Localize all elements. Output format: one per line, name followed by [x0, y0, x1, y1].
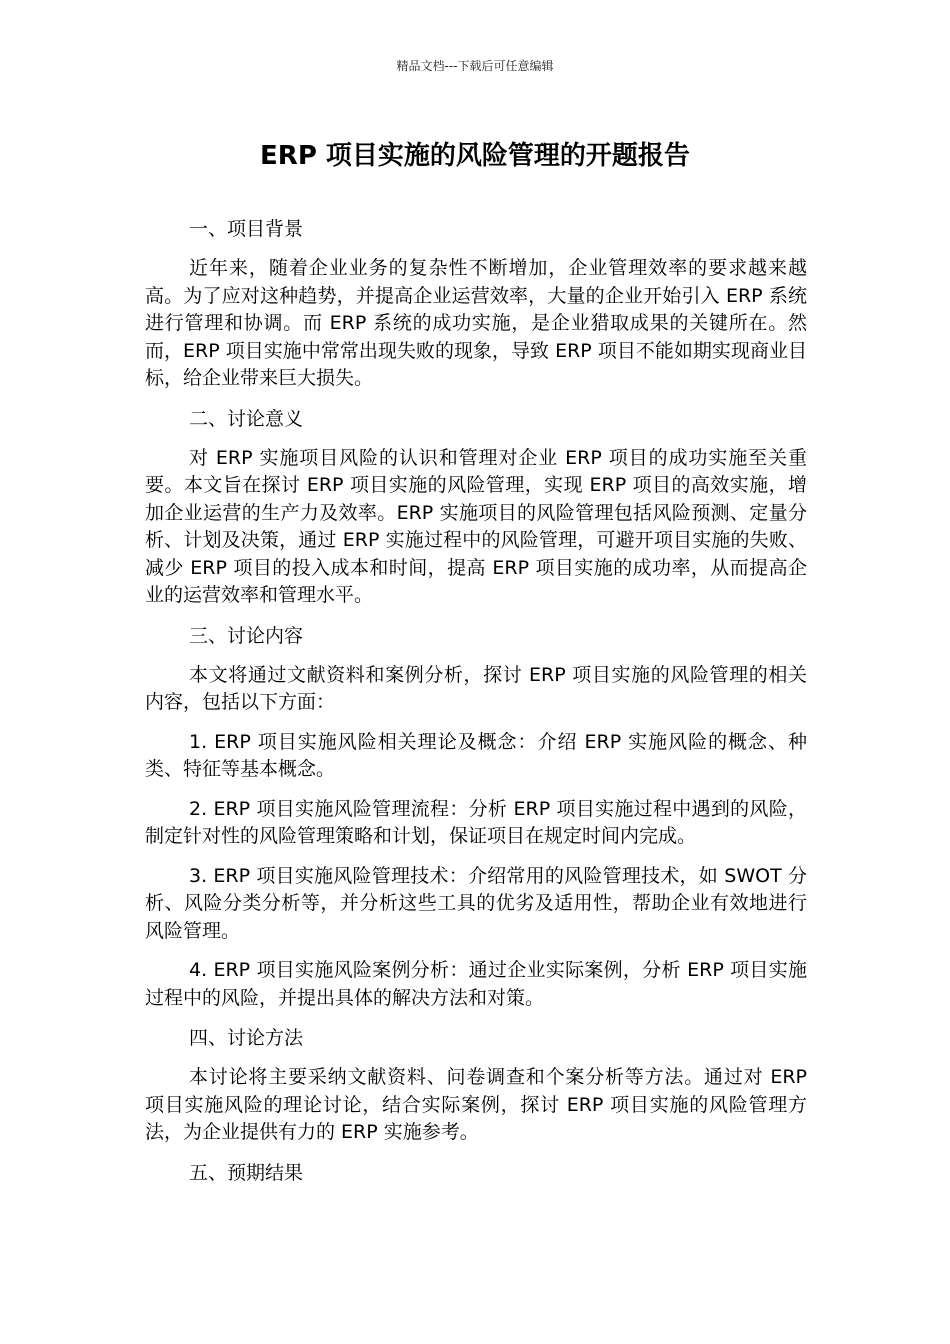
list-item-techniques: 3. ERP 项目实施风险管理技术：介绍常用的风险管理技术，如 SWOT 分析、风险分类分析等，并分析这些工具的优劣及适用性，帮助企业有效地进行风险管理。 [145, 864, 807, 942]
section-heading-methods: 四、讨论方法 [189, 1027, 304, 1049]
section-heading-expected-results: 五、预期结果 [189, 1161, 304, 1184]
section-heading-background: 一、项目背景 [189, 218, 304, 240]
list-item-theory: 1. ERP 项目实施风险相关理论及概念：介绍 ERP 实施风险的概念、种类、特征等基本概念。 [145, 730, 807, 780]
section-heading-content: 三、讨论内容 [189, 624, 304, 647]
section-heading-significance: 二、讨论意义 [189, 407, 304, 430]
list-item-case-analysis: 4. ERP 项目实施风险案例分析：通过企业实际案例，分析 ERP 项目实施过程中的风险，并提出具体的解决方法和对策。 [145, 959, 807, 1009]
list-item-process: 2. ERP 项目实施风险管理流程：分析 ERP 项目实施过程中遇到的风险，制定针对性的风险管理策略和计划，保证项目在规定时间内完成。 [145, 797, 807, 847]
document-title: ERP 项目实施的风险管理的开题报告 [260, 141, 690, 171]
paragraph-significance: 对 ERP 实施项目风险的认识和管理对企业 ERP 项目的成功实施至关重要。本文旨在探讨 ERP 项目实施的风险管理，实现 ERP 项目的高效实施，增加企业运营的生产力及效率。ERP 实施项目的风险管理包括风险预测、定量分析、计划及决策，通过 ERP 实施过程中的风险管理，可避开项目实施的失败、减少 ERP 项目的投入成本和时间，提高 ERP 项目实施的成功率，从而提高企业的运营效率和管理水平。 [145, 446, 807, 606]
document-body [145, 215, 807, 1199]
header-note: 精品文档---下载后可任意编辑 [396, 59, 554, 73]
paragraph-methods: 本讨论将主要采纳文献资料、问卷调查和个案分析等方法。通过对 ERP 项目实施风险的理论讨论，结合实际案例，探讨 ERP 项目实施的风险管理方法，为企业提供有力的 ERP 实施参考。 [145, 1066, 807, 1143]
paragraph-background: 近年来，随着企业业务的复杂性不断增加，企业管理效率的要求越来越高。为了应对这种趋势，并提高企业运营效率，大量的企业开始引入 ERP 系统进行管理和协调。而 ERP 系统的成功实施，是企业猎取成果的关键所在。然而，ERP 项目实施中常常出现失败的现象，导致 ERP 项目不能如期实现商业目标，给企业带来巨大损失。 [145, 257, 807, 389]
paragraph-content-intro: 本文将通过文献资料和案例分析，探讨 ERP 项目实施的风险管理的相关内容，包括以下方面： [145, 663, 807, 713]
